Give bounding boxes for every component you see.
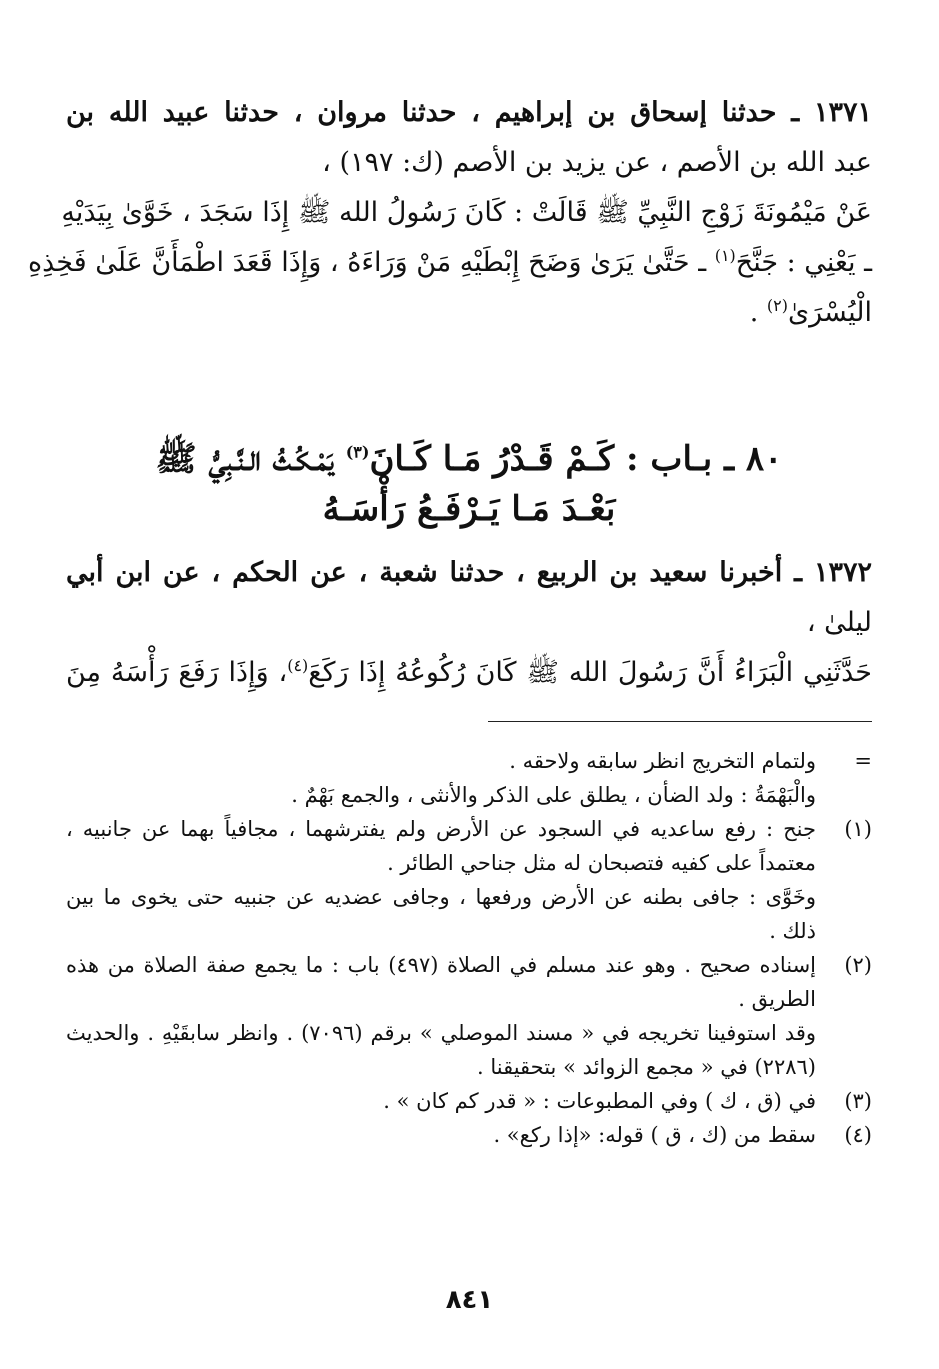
- footnote-line: وقد استوفينا تخريجه في « مسند الموصلي » برقم (٧٠٩٦) . وانظر سابقَيْهِ . والحديث: [66, 1021, 816, 1045]
- footnote-line: معتمداً على كفيه فتصبحان له مثل جناحي الطائر .: [387, 851, 816, 875]
- matn-line: عَنْ مَيْمُونَةَ زَوْجِ النَّبِيِّ ﷺ قَالَتْ : كَانَ رَسُولُ الله ﷺ إِذَا سَجَدَ ، خَوَّىٰ بِيَدَيْهِ: [61, 197, 872, 228]
- page-body: [27, 88, 872, 1152]
- footnote-4: [66, 1118, 872, 1152]
- matn-text: .: [749, 297, 767, 328]
- section-spacer: [66, 338, 872, 434]
- chapter-title-line: بَعْـدَ مَـا يَـرْفَـعُ رَأْسَـهُ: [322, 489, 616, 529]
- footnote-line: ولتمام التخريج انظر سابقه ولاحقه .: [509, 749, 816, 773]
- footnote-line: والْبَهْمَةُ : ولد الضأن ، يطلق على الذكر والأنثى ، والجمع بَهْمٌ .: [291, 783, 816, 807]
- matn-text: ـ حَتَّىٰ يَرَىٰ وَضَحَ إِبْطَيْهِ مَنْ وَرَاءَهُ ، وَإِذَا قَعَدَ اطْمَأَنَّ عَلَىٰ فَخِذِهِ: [27, 247, 715, 278]
- matn-line: [66, 288, 872, 338]
- footnote-separator: [66, 698, 872, 736]
- matn-text: ـ يَعْنِي : جَنَّحَ: [735, 247, 872, 278]
- matn-line: [66, 648, 872, 698]
- matn-text: حَدَّثَنِي الْبَرَاءُ أَنَّ رَسُولَ الله ﷺ كَانَ رُكُوعُهُ إِذَا رَكَعَ: [308, 657, 872, 688]
- matn-text: ، وَإِذَا رَفَعَ رَأْسَهُ مِنَ: [66, 657, 288, 688]
- chapter-title-text: يَمْـكُـثُ الـنَّـبِيُّ ﷺ: [155, 439, 346, 479]
- footnote-line: سقط من (ك ، ق ) قوله: «إذا ركع» .: [493, 1123, 816, 1147]
- chapter-title-line: [66, 434, 872, 484]
- footnote-continuation: [66, 744, 872, 812]
- footnote-line: جنح : رفع ساعديه في السجود عن الأرض ولم يفترشهما ، مجافياً بهما عن جانبيه ،: [66, 817, 816, 841]
- footnote-1: [66, 812, 872, 948]
- matn-line: [27, 238, 872, 288]
- footnotes: [66, 744, 872, 1152]
- isnad-line: ١٣٧١ ـ حدثنا إسحاق بن إبراهيم ، حدثنا مروان ، حدثنا عبيد الله بن: [66, 97, 872, 128]
- footnote-3: [66, 1084, 872, 1118]
- matn-text: الْيُسْرَىٰ: [788, 297, 872, 328]
- footnote-2: [66, 948, 872, 1084]
- footnote-line: ذلك .: [769, 919, 816, 943]
- footnote-line: الطريق .: [738, 987, 816, 1011]
- footnote-line: في (ق ، ك ) وفي المطبوعات : « قدر كم كان » .: [383, 1089, 816, 1113]
- footnote-number: (١): [844, 817, 872, 841]
- footnote-line: وخَوَّى : جافى بطنه عن الأرض ورفعها ، وجافى عضديه عن جنبيه حتى يخوى ما بين: [66, 885, 816, 909]
- hadith-1371: [27, 88, 872, 338]
- page-number: ٨٤١: [445, 1285, 494, 1315]
- chapter-title-text: ٨٠ ـ بـاب : كَـمْ قَـدْرُ مَـا كَـانَ: [369, 439, 783, 479]
- continuation-marker: =: [854, 749, 872, 773]
- footnote-ref: (٣): [345, 442, 370, 462]
- footnote-number: (٢): [844, 953, 872, 977]
- footnote-ref: (١): [714, 246, 736, 265]
- footnote-number: (٤): [844, 1123, 872, 1147]
- footnote-ref: (٢): [766, 296, 788, 315]
- isnad-line: عبد الله بن الأصم ، عن يزيد بن الأصم (ك: ١٩٧) ،: [322, 147, 872, 178]
- footnote-line: (٢٢٨٦) في « مجمع الزوائد » بتحقيقنا .: [476, 1055, 816, 1079]
- footnote-line: إسناده صحيح . وهو عند مسلم في الصلاة (٤٩٧) باب : ما يجمع صفة الصلاة من هذه: [66, 953, 816, 977]
- isnad-line: ليلىٰ ،: [806, 607, 872, 638]
- chapter-heading: [66, 434, 872, 548]
- hadith-1372: [66, 548, 872, 698]
- footnote-ref: (٤): [287, 656, 309, 675]
- isnad-line: ١٣٧٢ ـ أخبرنا سعيد بن الربيع ، حدثنا شعبة ، عن الحكم ، عن ابن أبي: [66, 557, 872, 588]
- separator-line: [488, 721, 872, 722]
- footnote-number: (٣): [844, 1089, 872, 1113]
